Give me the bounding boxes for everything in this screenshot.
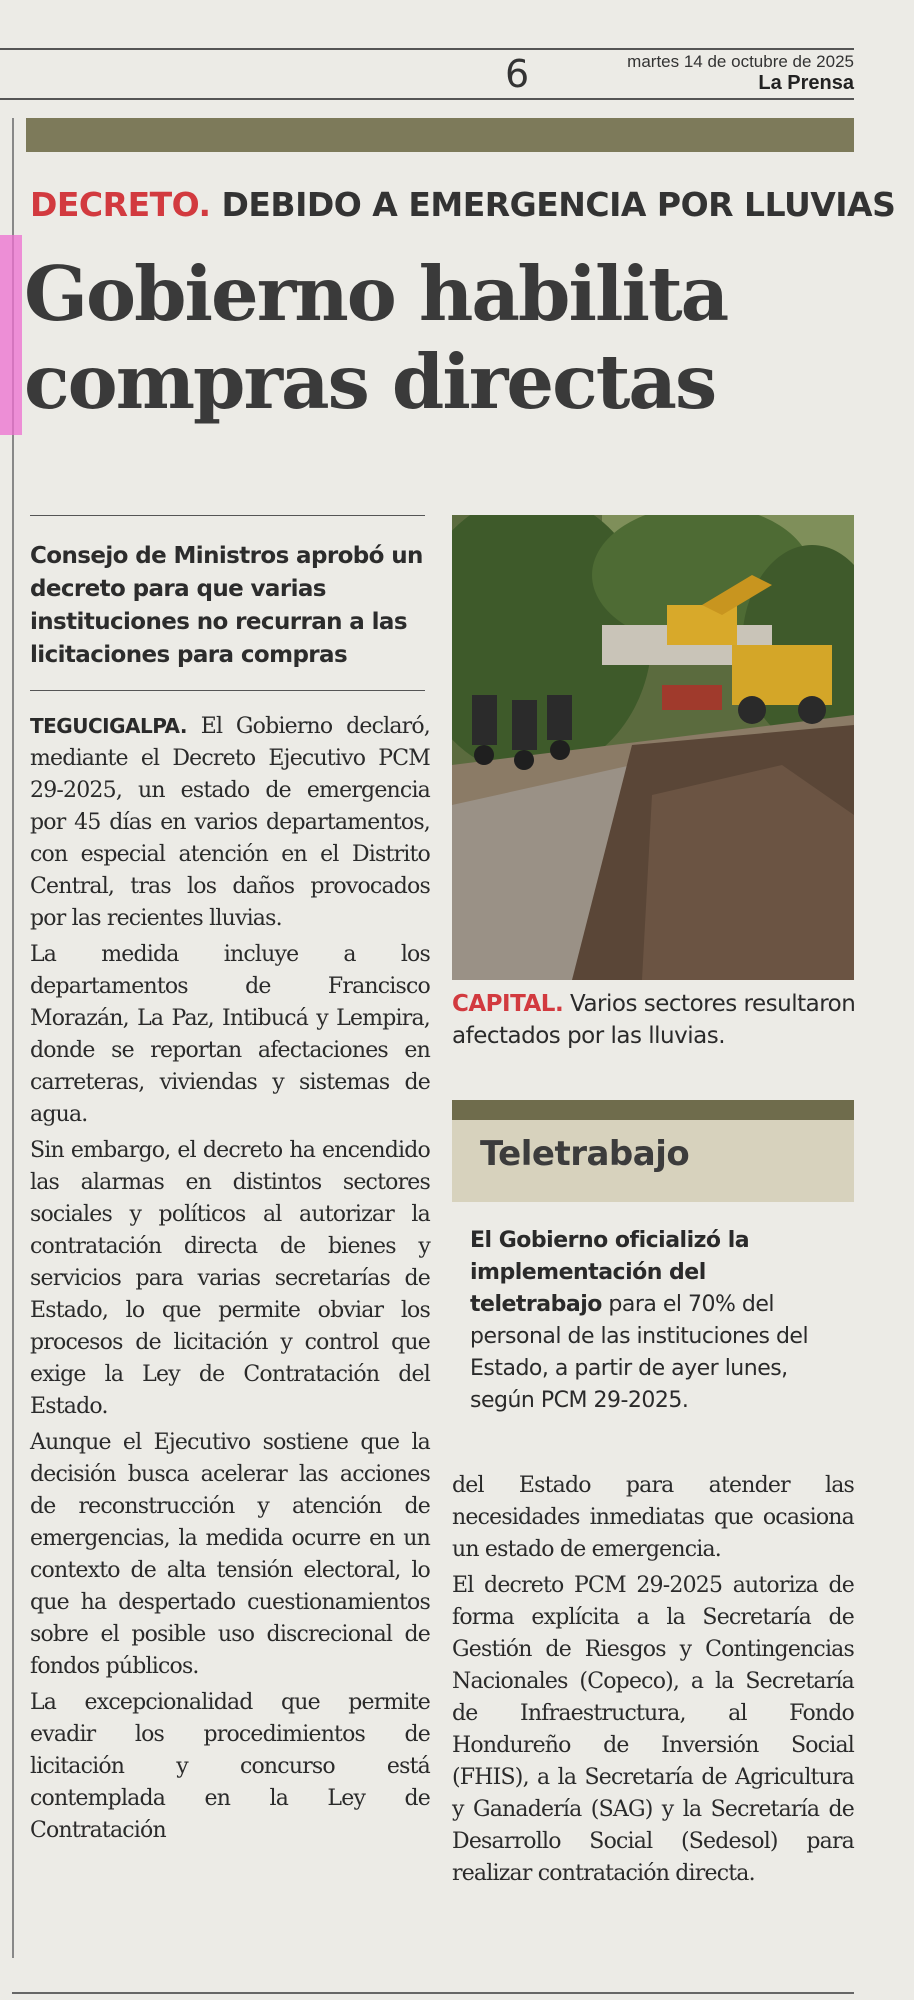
photo-caption [452,988,862,1052]
caption-label: CAPITAL. [452,991,564,1017]
paragraph [30,710,430,935]
headline [24,250,864,426]
footer-rule [12,1992,854,1994]
header-date: martes 14 de octubre de 2025 [627,52,854,71]
sidebar-body-bold: El Gobierno oficializó la implementación del teletrabajo [470,1228,750,1317]
article-body-left [30,710,430,1851]
article-body-right [452,1470,854,1894]
deck-top-rule [30,515,425,516]
paragraph: La excepcionalidad que permite evadir los procedimientos de licitación y concurso está contemplada en la Ley de Contratación [30,1690,430,1843]
paragraph: del Estado para atender las necesidades inmediatas que ocasiona un estado de emergencia. [452,1473,854,1562]
section-bar [26,118,854,152]
sidebar-body [470,1225,810,1417]
deck: Consejo de Ministros aprobó un decreto para que varias instituciones no recurran a las licitaciones para compras [30,543,423,668]
sidebar-body-text: para el 70% del personal de las instituciones del Estado, a partir de ayer lunes, según PCM 29-2025. [470,1292,809,1413]
flood-road-photo [452,515,854,980]
news-photo [452,515,854,980]
paragraph: Sin embargo, el decreto ha encendido las alarmas en distintos sectores sociales y políticos al autorizar la contratación directa de bienes y servicios para varias secretarías de Estado, lo que permite obviar los procesos de licitación y control que exige la Ley de Contratación del Estado. [30,1138,430,1419]
header-top-rule [0,48,854,50]
deck-bottom-rule [30,690,425,691]
caption-text: Varios sectores resultaron afectados por las lluvias. [452,991,856,1049]
highlighter-mark [0,235,22,435]
headline-line-1: Gobierno habilita [24,250,728,338]
newspaper-name: La Prensa [758,72,854,94]
sidebar-title: Teletrabajo [480,1134,690,1174]
paragraph: Aunque el Ejecutivo sostiene que la decisión busca acelerar las acciones de reconstrucción y atención de emergencias, la medida ocurre en un contexto de alta tensión electoral, lo que ha despertado cuestionamientos sobre el posible uso discrecional de fondos públicos. [30,1430,430,1679]
header-bottom-rule [0,98,854,100]
kicker [30,185,895,224]
sidebar-top-bar [452,1100,854,1120]
page-number: 6 [505,52,530,96]
paragraph-text: El Gobierno declaró, mediante el Decreto Ejecutivo PCM 29-2025, un estado de emergencia por 45 días en varios departamentos, con especial atención en el Distrito Central, tras los daños provocados por las recientes lluvias. [30,714,430,931]
paragraph: La medida incluye a los departamentos de Francisco Morazán, La Paz, Intibucá y Lempira, donde se reportan afectaciones en carreteras, viviendas y sistemas de agua. [30,942,430,1127]
kicker-text: DEBIDO A EMERGENCIA POR LLUVIAS [221,185,896,224]
dateline: TEGUCIGALPA. [30,714,187,738]
headline-line-2: compras directas [24,338,716,426]
paragraph: El decreto PCM 29-2025 autoriza de forma explícita a la Secretaría de Gestión de Riesgos y Contingencias Nacionales (Copeco), a la Secretaría de Infraestructura, al Fondo Hondureño de Inversión Social (FHIS), a la Secretaría de Agricultura y Ganadería (SAG) y la Secretaría de Desarrollo Social (Sedesol) para realizar contratación directa. [452,1573,854,1886]
kicker-label: DECRETO. [30,185,211,224]
